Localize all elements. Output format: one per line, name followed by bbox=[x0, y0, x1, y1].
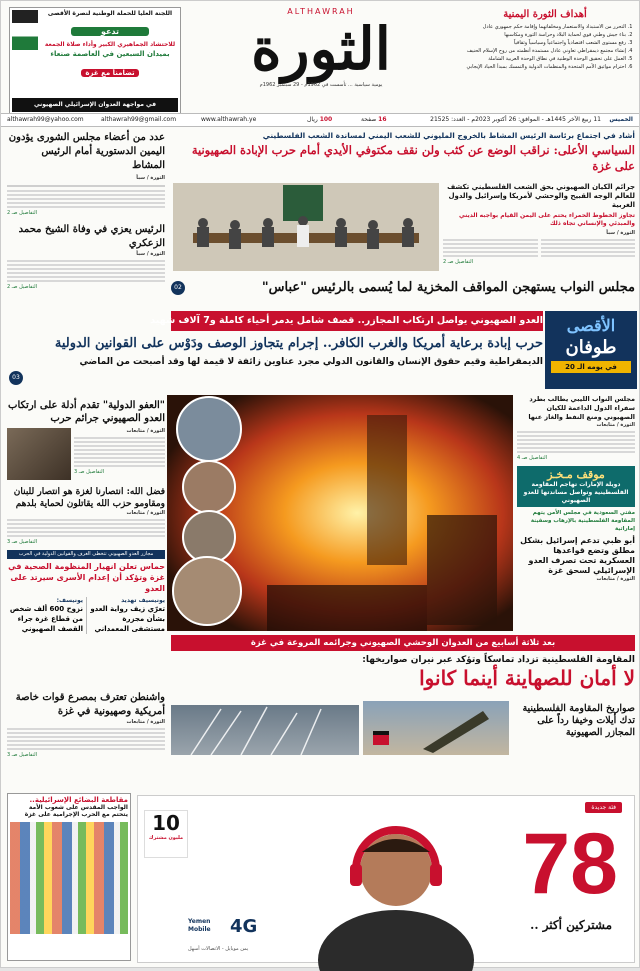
lead-sub2: تجاوز الخطوط الحمراء يحتم على اليمن القيام بواجبه الديني والمبدئي والإنساني تجاه ذلك bbox=[459, 212, 635, 227]
banner-page-badge: 03 bbox=[9, 371, 23, 385]
stance-title: موقف مـخـز bbox=[547, 468, 605, 481]
ad-subscribers-label: مشتركين أكثر .. bbox=[530, 918, 612, 932]
ad-person bbox=[316, 800, 476, 962]
ad-footer: يمن موبايل - الاتصالات أسهل bbox=[188, 946, 249, 952]
abudhabi-source: الثورة / متابعات bbox=[596, 576, 635, 582]
goal-item: 6. احترام مواثيق الأمم المتحدة والمنظمات الدولية والتمسك بمبدأ الحياد الإيجابي bbox=[456, 63, 626, 71]
lead-more[interactable]: التفاصيل صـ 2 bbox=[443, 259, 474, 265]
ad-network: 4G bbox=[230, 916, 258, 937]
badge-day: في يومه الـ 20 bbox=[551, 361, 631, 373]
parliament-page-badge: 02 bbox=[171, 281, 185, 295]
abudhabi-headline[interactable]: أبو ظبي تدعم إسرائيل بشكل مطلق وتضع قواعدها العسكرية تحت تصرف العدو الإسرائيلي لسحق غزة bbox=[520, 536, 635, 575]
launcher-illustration bbox=[363, 701, 509, 755]
goal-item: 3. رفع مستوى الشعب اقتصادياً واجتماعياً وسياسياً وثقافياً bbox=[456, 39, 626, 47]
resistance-kicker: المقاومة الفلسطينية تزداد تماسكاً وتؤكد عبر نيران صواريخها: bbox=[362, 655, 635, 665]
boycott-line2: الواجب المقدس على شعوب الأمة bbox=[28, 804, 128, 811]
promo-line4: بميدان السبعين في العاصمة صنعاء bbox=[50, 50, 170, 58]
boycott-line3: يتحتم مع الحرب الإجرامية على غزة bbox=[24, 811, 128, 818]
promo-flag-image bbox=[12, 10, 38, 50]
libya-more[interactable]: التفاصيل صـ 4 bbox=[517, 455, 548, 461]
promo-line3: للاحتشاد الجماهيري الكبير وأداء صلاة الجمعة bbox=[44, 41, 176, 48]
logo-block bbox=[201, 5, 441, 111]
rocket-photo-1 bbox=[171, 705, 359, 755]
meeting-illustration bbox=[173, 183, 439, 271]
email-link[interactable]: althawrah99@yahoo.com bbox=[7, 116, 84, 123]
rockets-headline[interactable]: صواريخ المقاومة الفلسطينية تدك أيلات وخيفا رداً على المجازر الصهيونية bbox=[522, 703, 635, 738]
story4-source: الثورة / متابعات bbox=[126, 510, 165, 516]
logo-latin: ALTHAWRAH bbox=[287, 7, 355, 16]
story5-left-text: نزوح 600 ألف شخص من قطاع غزة جراء القصف الصهيوني bbox=[9, 605, 83, 633]
story3-source: الثورة / متابعات bbox=[126, 428, 165, 434]
aqsa-flood-badge bbox=[545, 311, 637, 389]
goal-item: 4. إنشاء مجتمع ديمقراطي تعاوني عادل مستمدة أنظمته من روح الإسلام الحنيف bbox=[456, 47, 626, 55]
goal-item: 2. بناء جيش وطني قوي لحماية البلاد وحراسة الثورة ومكاسبها bbox=[456, 31, 626, 39]
story5-left-label: يونيسف: bbox=[56, 597, 83, 604]
ad-million-value: 10 bbox=[152, 811, 180, 835]
story5-right-label: يونيسيف تهديد bbox=[121, 597, 165, 604]
ad-tag: فئة جديدة bbox=[585, 802, 622, 813]
story5-right-text: تعرّي زيف رواية العدو بشأن مجزرة مستشفى المعمداني bbox=[90, 605, 165, 633]
rocket-photo-2 bbox=[363, 701, 509, 755]
story4-more[interactable]: التفاصيل صـ 3 bbox=[7, 539, 38, 545]
pages-count: 16 bbox=[378, 116, 387, 123]
story3-more[interactable]: التفاصيل صـ 3 bbox=[74, 469, 105, 475]
libya-source: الثورة / متابعات bbox=[596, 422, 635, 428]
info-date: 11 ربيع الآخر 1445هـ - الموافق: 26 أكتوبر 2023م - العدد: 21525 bbox=[430, 116, 601, 123]
banner-headline-block bbox=[9, 335, 543, 387]
story1-more[interactable]: التفاصيل صـ 2 bbox=[7, 210, 38, 216]
masthead-logo: الثورة bbox=[251, 15, 391, 83]
mid-right-column bbox=[517, 395, 635, 633]
parliament-headline[interactable]: مجلس النواب يستهجن المواقف المخزية لما يُسمى بالرئيس "عباس" bbox=[261, 280, 635, 295]
story6-source: الثورة / متابعات bbox=[126, 719, 165, 725]
website-link[interactable]: www.althawrah.ye bbox=[201, 116, 257, 123]
story6-more[interactable]: التفاصيل صـ 3 bbox=[7, 752, 38, 758]
boycott-products-image bbox=[10, 822, 128, 934]
story1-headline[interactable]: عدد من أعضاء مجلس الشورى يؤدون اليمين الدستورية أمام الرئيس المشاط bbox=[8, 132, 165, 171]
lead-source: الثورة / سبأ bbox=[606, 230, 635, 236]
stance-note: مفتي السعودية في مجلس الأمن يتهم المقاومة الفلسطينية بالإرهاب وسفينة إماراتية bbox=[530, 510, 635, 532]
promo-line6: في مواجهة العدوان الإسرائيلي الصهيوني bbox=[12, 98, 178, 112]
gmail-link[interactable]: althawrah99@gmail.com bbox=[101, 116, 177, 123]
rockets-story bbox=[513, 703, 635, 757]
goals-list bbox=[456, 23, 634, 71]
stance-box bbox=[517, 466, 635, 507]
pages-label: صفحة bbox=[361, 116, 377, 123]
story2-more[interactable]: التفاصيل صـ 2 bbox=[7, 284, 38, 290]
promo-line1: اللجنة العليا للحملة الوطنية لنصرة الأقصى bbox=[47, 10, 173, 17]
side-column-bottom bbox=[7, 691, 165, 787]
fire-scene-illustration bbox=[167, 395, 513, 631]
lead-side-text bbox=[443, 183, 635, 275]
libya-headline[interactable]: مجلس النواب الليبي يطالب بطرد سفراء الدول الداعمة للكيان الصهيوني ومنع النفط والغاز عنها bbox=[528, 395, 635, 421]
masthead-tagline: يومية سياسية ... تأسست في 1962م - 29 سبتمبر 1962م bbox=[259, 82, 383, 88]
revolution-goals bbox=[456, 9, 634, 113]
ad-million-label: مليون مشترك bbox=[148, 835, 184, 841]
promo-line5: تضامناً مع غزة bbox=[81, 69, 138, 77]
ad-brand: Yemen Mobile bbox=[188, 918, 211, 933]
story2-headline[interactable]: الرئيس يعزي في وفاة الشيخ محمد الزعكري bbox=[18, 224, 165, 249]
ad-number: 78 bbox=[522, 816, 618, 912]
banner-headline[interactable]: حرب إبادة برعاية أمريكا والغرب الكافر.. إجرام يتجاوز الوصف ودَوْس على القوانين الدولية bbox=[54, 336, 543, 351]
story5-kicker: مجازر العدو الصهيوني تتخطى الغرف والقوانين الدولية في الحرب bbox=[7, 550, 165, 559]
main-photo-collage bbox=[167, 395, 513, 631]
resistance-strip bbox=[171, 635, 635, 651]
lead-headline[interactable]: السياسي الأعلى: نراقب الوضع عن كثب ولن نقف مكتوفي الأيدي أمام حرب الإبادة الصهيونية على غزة bbox=[191, 143, 635, 173]
rocket-trails-illustration bbox=[171, 705, 359, 755]
info-pages bbox=[361, 114, 387, 126]
goal-item: 1. التحرر من الاستبداد والاستعمار ومخلفاتهما وإقامة حكم جمهوري عادل bbox=[456, 23, 626, 31]
info-day: الخميس bbox=[609, 116, 633, 123]
boycott-ad bbox=[7, 793, 131, 961]
banner-sub: الديمقراطية وقيم حقوق الإنسان والقانون الدولي مجرد عناوين زائفة لا قيمة لها وقد أصبحت من الماضي bbox=[79, 357, 543, 367]
story3-photo bbox=[7, 428, 71, 480]
badge-top: الأقصى bbox=[566, 316, 616, 335]
story1-source: الثورة / سبأ bbox=[136, 175, 165, 181]
telecom-ad bbox=[137, 795, 635, 963]
badge-mid: طوفان bbox=[565, 337, 617, 358]
stance-sub: دويلة الإمارات تهاجم المقاومة الفلسطينية وتواصل مساندتها للعدو الصهيوني bbox=[523, 481, 629, 504]
promo-line2: تدعو bbox=[71, 27, 149, 36]
banner-red-text[interactable]: العدو الصهيوني يواصل ارتكاب المجازر.. قصف شامل يدمر أحياء كاملة و7 آلاف شهيد bbox=[150, 315, 543, 326]
goals-title: أهداف الثورة اليمنية bbox=[503, 9, 587, 20]
banner-red-strip bbox=[150, 311, 543, 331]
ad-million-badge bbox=[144, 810, 188, 858]
resistance-strip-text: بعد ثلاثة أسابيع من العدوان الوحشي الصهيوني وجرائمه المروعة في غزة bbox=[250, 638, 556, 648]
story6-headline[interactable]: واشنطن تعترف بمصرع قوات خاصة أمريكية وصهيونية في غزة bbox=[15, 692, 165, 717]
info-bar bbox=[1, 113, 639, 127]
person-with-headphones-illustration bbox=[316, 800, 476, 962]
parliament-strip bbox=[171, 277, 635, 299]
story3-headline[interactable]: "العفو الدولية" تقدم أدلة على ارتكاب العدو الصهيوني جرائم حرب bbox=[8, 400, 165, 424]
info-price bbox=[307, 114, 332, 126]
price-currency: ريال bbox=[307, 116, 318, 123]
lead-kicker: أشاد في اجتماع برئاسة الرئيس المشاط بالخروج المليوني للشعب اليمني لمساندة الشعب الفلسطيني bbox=[262, 131, 635, 140]
price-value: 100 bbox=[319, 116, 333, 123]
story4-headline[interactable]: فضل الله: انتصارنا لغزة هو انتصار للبنان ومقاومو حزب الله يقاتلون لحماية بلدهم bbox=[13, 487, 165, 509]
boycott-line1: مقاطعة البضائع الإسرائيلية.. bbox=[29, 796, 128, 804]
lead-sub1: جرائم الكيان الصهيوني بحق الشعب الفلسطيني تكشف للعالم الوجه القبيح والوحشي لأمريكا وإسرائيل والدول الغربية bbox=[447, 183, 635, 209]
story2-source: الثورة / سبأ bbox=[136, 251, 165, 257]
lead-photo bbox=[173, 183, 439, 271]
goal-item: 5. العمل على تحقيق الوحدة الوطنية في نطاق الوحدة العربية الشاملة bbox=[456, 55, 626, 63]
resistance-headline-block bbox=[171, 655, 635, 701]
promo-box bbox=[9, 7, 181, 115]
resistance-headline[interactable]: لا أمان للصهاينة أينما كانوا bbox=[419, 666, 635, 690]
story5-headline[interactable]: حماس تعلن انهيار المنظومة الصحية في غزة وتؤكد أن إعدام الأسرى سيرتد على العدو bbox=[8, 562, 165, 593]
